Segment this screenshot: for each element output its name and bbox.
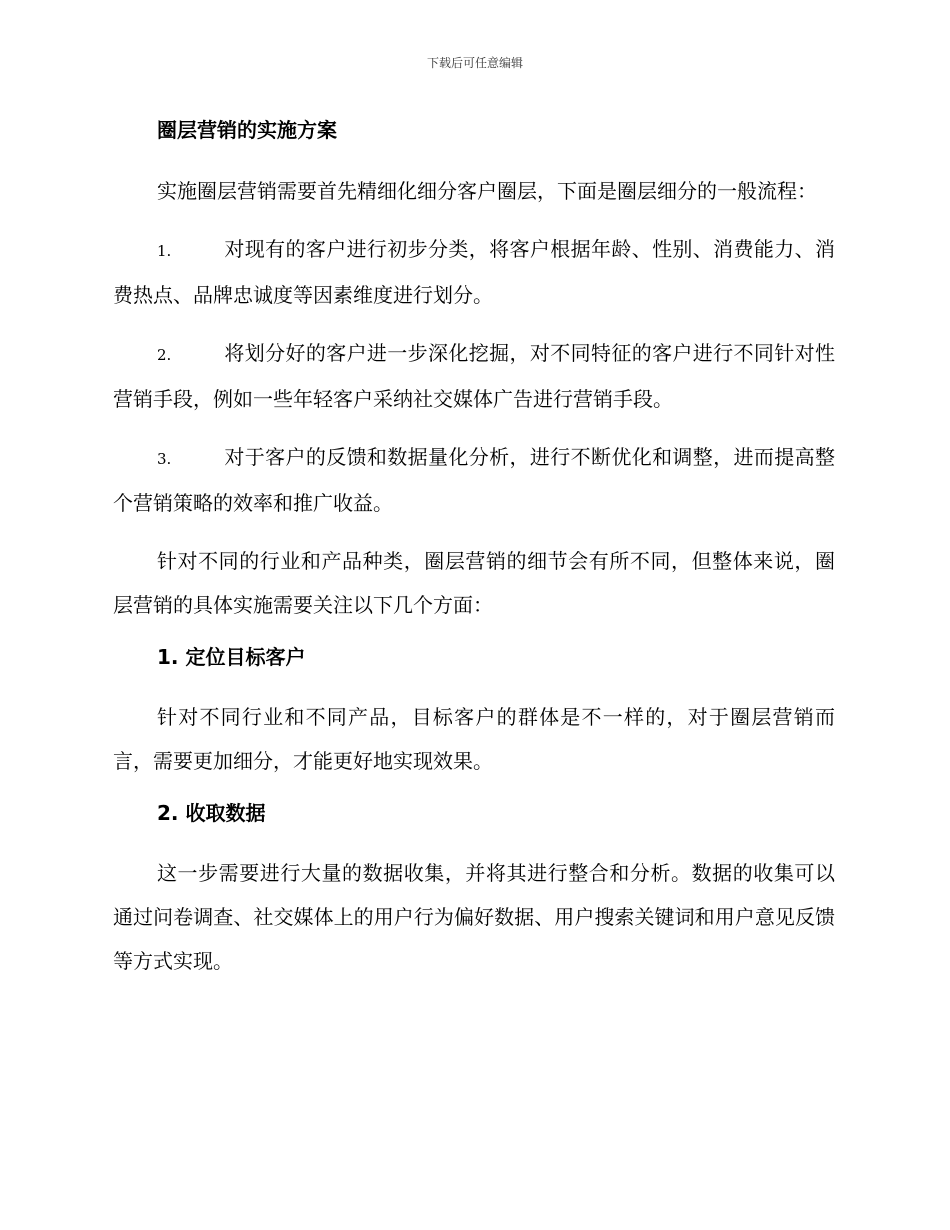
step-number: 1.: [157, 242, 172, 260]
step-item: [113, 331, 835, 421]
section-heading: 2. 收取数据: [157, 801, 266, 825]
section-paragraph: 这一步需要进行大量的数据收集，并将其进行整合和分析。数据的收集可以通过问卷调查、社交媒体上的用户行为偏好数据、用户搜索关键词和用户意见反馈等方式实现。: [113, 861, 835, 973]
step-text: 对现有的客户进行初步分类，将客户根据年龄、性别、消费能力、消费热点、品牌忠诚度等因素维度进行划分。: [113, 237, 835, 307]
transition-paragraph: 针对不同的行业和产品种类，圈层营销的细节会有所不同，但整体来说，圈层营销的具体实施需要关注以下几个方面：: [113, 549, 835, 617]
intro-paragraph: 实施圈层营销需要首先精细化细分客户圈层，下面是圈层细分的一般流程：: [157, 179, 817, 203]
section-paragraph: 针对不同行业和不同产品，目标客户的群体是不一样的，对于圈层营销而言，需要更加细分，才能更好地实现效果。: [113, 705, 835, 773]
step-number: 2.: [157, 346, 172, 364]
step-number: 3.: [157, 450, 172, 468]
step-item: [113, 435, 835, 525]
section-heading: 1. 定位目标客户: [157, 645, 306, 669]
header-note: 下载后可任意编辑: [426, 56, 523, 70]
step-text: 对于客户的反馈和数据量化分析，进行不断优化和调整，进而提高整个营销策略的效率和推广收益。: [113, 445, 835, 515]
step-item: [113, 227, 835, 317]
step-text: 将划分好的客户进一步深化挖掘，对不同特征的客户进行不同针对性营销手段，例如一些年轻客户采纳社交媒体广告进行营销手段。: [113, 341, 835, 411]
document-body: [113, 114, 835, 997]
document-title: 圈层营销的实施方案: [157, 118, 337, 142]
